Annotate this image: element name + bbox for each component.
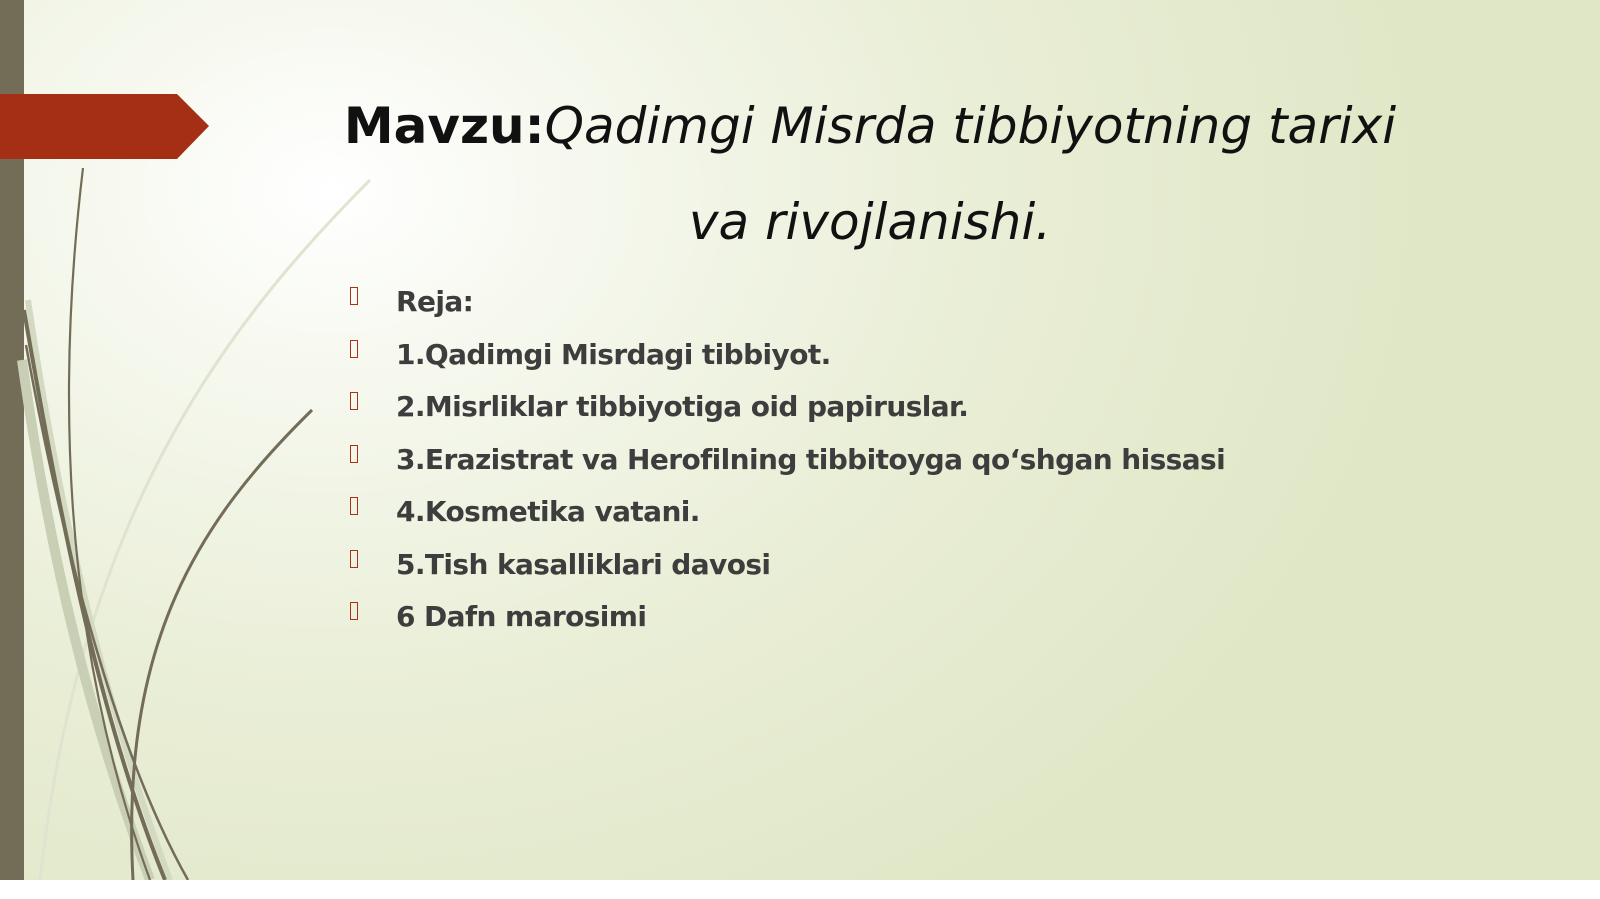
list-item [350,490,1225,543]
list-item-text: 6 Dafn marosimi [396,600,647,633]
list-item [350,385,1225,438]
list-item-text: 4.Kosmetika vatani. [396,495,700,528]
list-item-text: 2.Misrliklar tibbiyotiga oid papiruslar. [396,390,969,423]
square-bullet-icon [350,287,358,305]
list-item [350,280,1225,333]
list-item-text: 1.Qadimgi Misrdagi tibbiyot. [396,337,831,371]
plan-list [350,280,1225,648]
square-bullet-icon [350,602,358,620]
square-bullet-icon [350,445,358,463]
list-item [350,543,1225,596]
list-item [350,333,1225,386]
title-label: Mavzu: [343,97,545,155]
square-bullet-icon [350,392,358,410]
square-bullet-icon [350,550,358,568]
slide-title [330,78,1410,270]
list-item [350,438,1225,491]
list-item-text: Reja: [396,285,474,318]
title-topic: Qadimgi Misrda tibbiyotning tarixi va rivojlanishi. [544,97,1397,251]
list-item [350,595,1225,648]
list-item-text: 5.Tish kasalliklari davosi [396,547,771,581]
bottom-margin [0,880,1600,899]
square-bullet-icon [350,340,358,358]
list-item-text: 3.Erazistrat va Herofilning tibbitoyga qo‘shgan hissasi [396,442,1226,476]
title-arrow-tab [0,0,220,170]
square-bullet-icon [350,497,358,515]
